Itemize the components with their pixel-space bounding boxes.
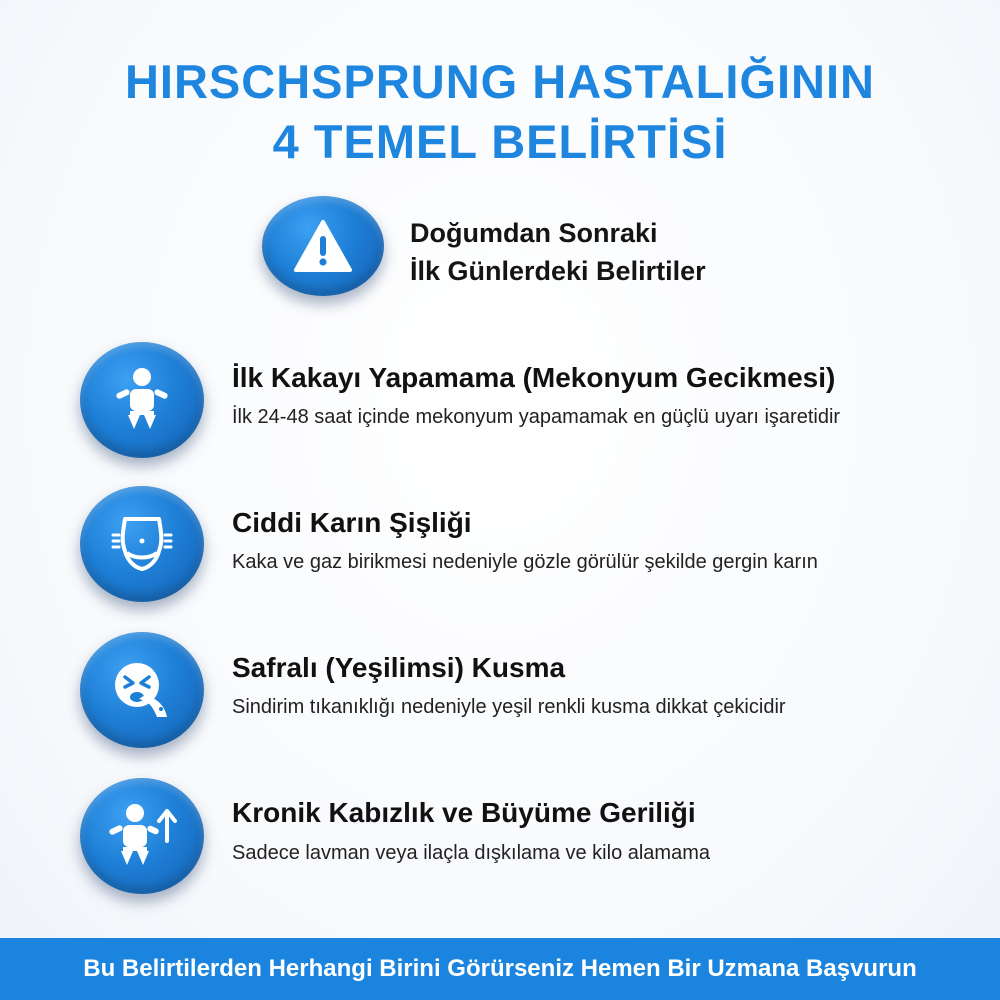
title-line-1: HIRSCHSPRUNG HASTALIĞININ	[124, 55, 876, 108]
symptom-desc-4: Sadece lavman veya ilaçla dışkılama ve kilo alamama	[232, 842, 710, 864]
symptom-desc-2: Kaka ve gaz birikmesi nedeniyle gözle görülür şekilde gergin karın	[232, 551, 818, 573]
symptom-badge-4	[80, 778, 204, 894]
warning-icon	[292, 218, 354, 274]
footer-banner: Bu Belirtilerden Herhangi Birini Görürseniz Hemen Bir Uzmana Başvurun	[0, 938, 1000, 1000]
intro-line-1: Doğumdan Sonraki	[410, 218, 658, 248]
symptom-title-3: Safralı (Yeşilimsi) Kusma	[232, 652, 566, 683]
symptom-badge-1	[80, 342, 204, 458]
intro-line-2: İlk Günlerdeki Belirtiler	[410, 256, 706, 286]
symptom-desc-3: Sindirim tıkanıklığı nedeniyle yeşil renkli kusma dikkat çekicidir	[232, 696, 786, 718]
symptom-badge-2	[80, 486, 204, 602]
symptom-desc-1: İlk 24-48 saat içinde mekonyum yapamamak en güçlü uyarı işaretidir	[232, 406, 841, 428]
symptom-title-1: İlk Kakayı Yapamama (Mekonyum Gecikmesi)	[232, 362, 836, 393]
symptom-title-2: Ciddi Karın Şişliği	[232, 507, 472, 538]
vomiting-face-icon	[109, 657, 175, 723]
baby-growth-icon	[107, 801, 177, 871]
page-title	[0, 52, 1000, 172]
intro-heading	[410, 214, 706, 290]
intro-badge	[262, 196, 384, 296]
baby-icon	[110, 365, 174, 435]
swollen-belly-icon	[109, 511, 175, 577]
title-line-2: 4 TEMEL BELİRTİSİ	[272, 115, 728, 168]
symptom-badge-3	[80, 632, 204, 748]
symptom-title-4: Kronik Kabızlık ve Büyüme Geriliği	[232, 797, 696, 828]
